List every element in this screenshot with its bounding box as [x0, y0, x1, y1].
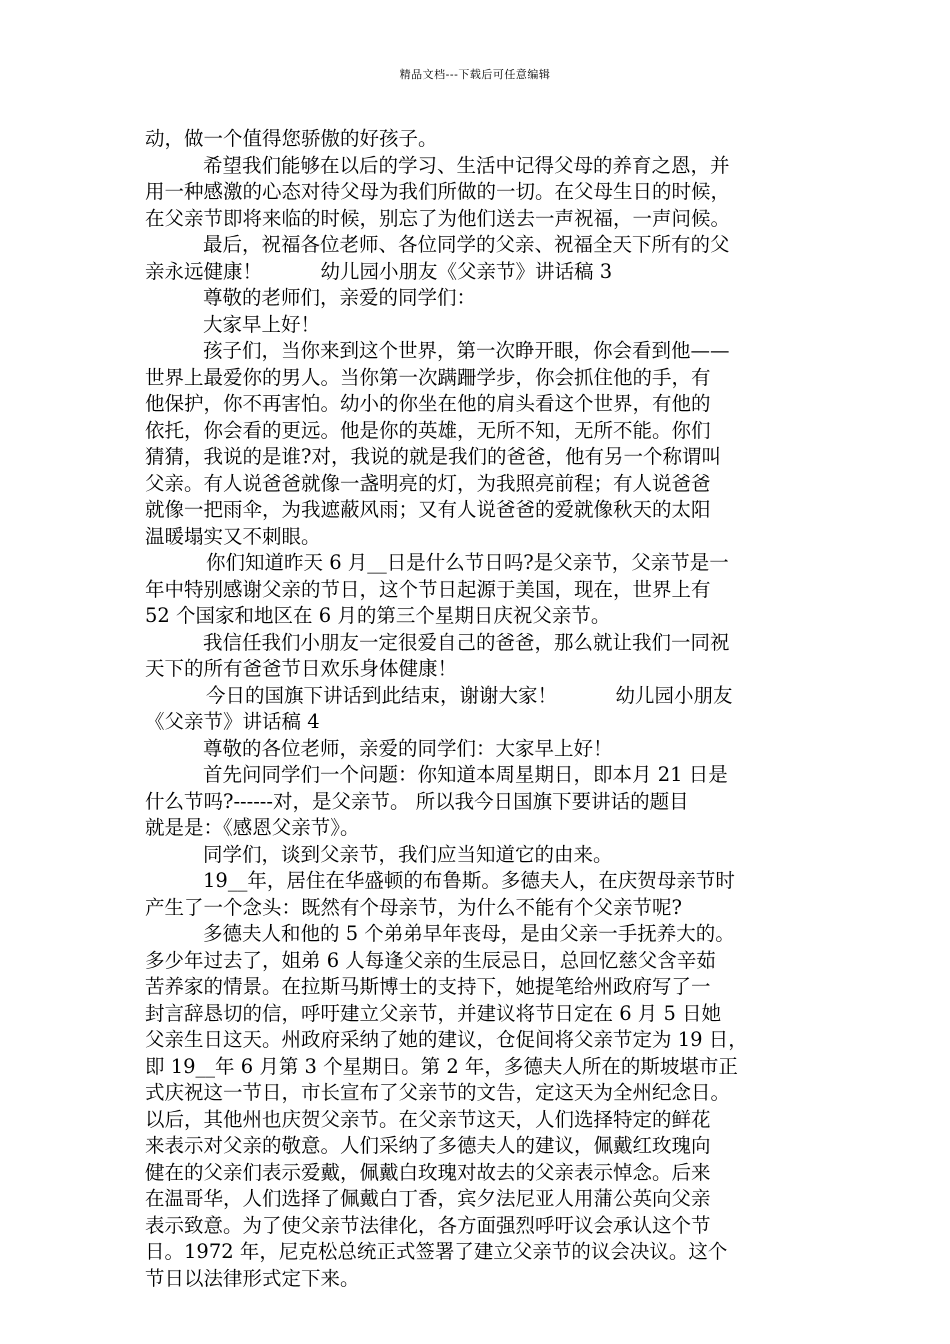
text-line: 多少年过去了，姐弟 6 人每逢父亲的生辰忌日，总回忆慈父含辛茹 [145, 948, 716, 972]
text-line: 今日的国旗下讲话到此结束，谢谢大家！ 幼儿园小朋友 [206, 683, 733, 707]
text-line: 希望我们能够在以后的学习、生活中记得父母的养育之恩，并 [203, 153, 730, 177]
document-body [145, 126, 810, 1292]
text-line: 他保护，你不再害怕。幼小的你坐在他的肩头看这个世界，有他的 [145, 392, 711, 415]
text-line: 首先问同学们一个问题：你知道本周星期日，即本月 21 日是 [203, 763, 728, 786]
text-line: 苦养家的情景。在拉斯马斯博士的支持下，她提笔给州政府写了一 [145, 975, 711, 998]
text-line: 猜猜，我说的是谁?对，我说的就是我们的爸爸，他有另一个称谓叫 [145, 445, 721, 468]
text-line: 孩子们，当你来到这个世界，第一次睁开眼，你会看到他—— [203, 339, 730, 362]
text-line: 用一种感激的心态对待父母为我们所做的一切。在父母生日的时候， [145, 180, 731, 203]
text-line: 即 19__年 6 月第 3 个星期日。第 2 年，多德夫人所在的斯坡堪市正 [145, 1054, 738, 1078]
text-line: 封言辞恳切的信，呼吁建立父亲节，并建议将节日定在 6 月 5 日她 [145, 1001, 722, 1025]
text-line: 52 个国家和地区在 6 月的第三个星期日庆祝父亲节。 [145, 604, 611, 627]
page-header: 精品文档---下载后可任意编辑 [399, 68, 551, 81]
text-line: 动，做一个值得您骄傲的好孩子。 [145, 127, 438, 150]
text-line: 尊敬的各位老师，亲爱的同学们：大家早上好！ [203, 736, 613, 760]
text-line: 大家早上好！ [203, 312, 321, 336]
text-line: 温暖塌实又不刺眼。 [145, 524, 321, 548]
text-line: 父亲生日这天。州政府采纳了她的建议，仓促间将父亲节定为 19 日， [145, 1028, 748, 1051]
text-line: 世界上最爱你的男人。当你第一次蹒跚学步，你会抓住他的手，有 [145, 365, 711, 389]
text-line: 健在的父亲们表示爱戴，佩戴白玫瑰对故去的父亲表示悼念。后来 [145, 1160, 711, 1184]
text-line: 你们知道昨天 6 月__日是什么节日吗?是父亲节，父亲节是一 [206, 551, 729, 574]
text-line: 最后，祝福各位老师、各位同学的父亲、祝福全天下所有的父 [203, 233, 730, 256]
text-line: 天下的所有爸爸节日欢乐身体健康！ [145, 657, 458, 680]
text-line: 在父亲节即将来临的时候，别忘了为他们送去一声祝福，一声问候。 [145, 206, 731, 230]
text-line: 多德夫人和他的 5 个弟弟早年丧母，是由父亲一手抚养大的。 [203, 922, 735, 945]
text-line: 父亲。有人说爸爸就像一盏明亮的灯，为我照亮前程；有人说爸爸 [145, 471, 711, 495]
text-line: 在温哥华，人们选择了佩戴白丁香，宾夕法尼亚人用蒲公英向父亲 [145, 1187, 711, 1210]
text-line: 尊敬的老师们，亲爱的同学们： [203, 286, 477, 309]
text-line: 式庆祝这一节日，市长宣布了父亲节的文告，定这天为全州纪念日。 [145, 1081, 731, 1104]
text-line: 日。1972 年，尼克松总统正式签署了建立父亲节的议会决议。这个 [145, 1240, 728, 1263]
text-line: 就像一把雨伞，为我遮蔽风雨；又有人说爸爸的爱就像秋天的太阳 [145, 498, 711, 521]
text-line: 产生了一个念头：既然有个母亲节，为什么不能有个父亲节呢? [145, 895, 682, 919]
text-line: 节日以法律形式定下来。 [145, 1266, 360, 1290]
text-line: 我信任我们小朋友一定很爱自己的爸爸，那么就让我们一同祝 [203, 630, 730, 654]
text-line: 来表示对父亲的敬意。人们采纳了多德夫人的建议，佩戴红玫瑰向 [145, 1134, 711, 1157]
text-line: 以后，其他州也庆贺父亲节。在父亲节这天，人们选择特定的鲜花 [145, 1107, 711, 1131]
text-line: 年中特别感谢父亲的节日，这个节日起源于美国，现在，世界上有 [145, 577, 711, 601]
text-line: 表示致意。为了使父亲节法律化，各方面强烈呼吁议会承认这个节 [145, 1213, 711, 1237]
text-line: 亲永远健康！ 幼儿园小朋友《父亲节》讲话稿 3 [145, 259, 613, 283]
text-line: 19__年，居住在华盛顿的布鲁斯。多德夫人，在庆贺母亲节时 [203, 869, 735, 892]
text-line: 同学们，谈到父亲节，我们应当知道它的由来。 [203, 842, 613, 866]
text-line: 就是是：《感恩父亲节》。 [145, 816, 360, 839]
text-line: 什么节吗?------对，是父亲节。 所以我今日国旗下要讲话的题目 [145, 789, 689, 813]
text-line: 依托，你会看的更远。他是你的英雄，无所不知，无所不能。你们 [145, 418, 711, 442]
text-line: 《父亲节》讲话稿 4 [145, 710, 320, 733]
